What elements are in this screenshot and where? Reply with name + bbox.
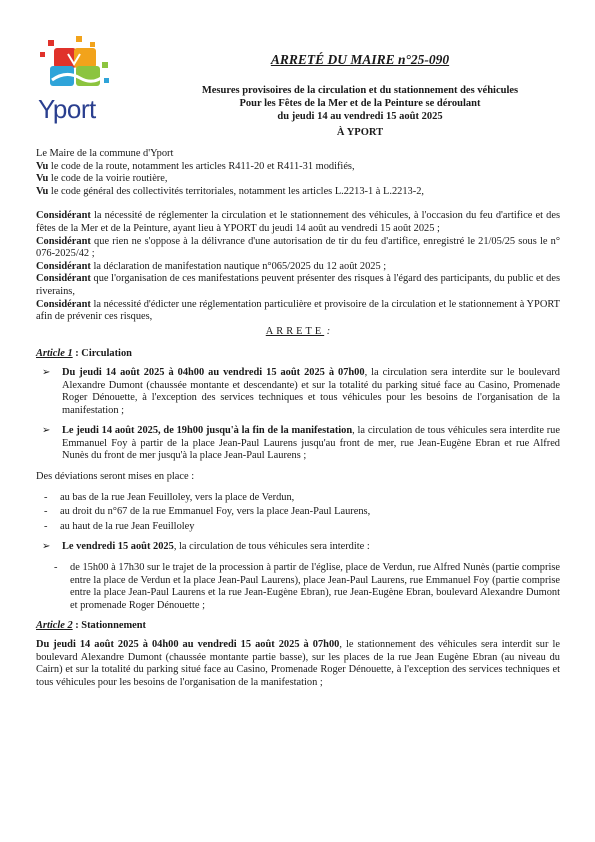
list-item: - au haut de la rue Jean Feuilloley <box>44 520 195 532</box>
subtitle-line-1: Mesures provisoires de la circulation et du stationnement des véhicules <box>201 85 519 96</box>
logo-word: Yport <box>38 94 96 124</box>
document-title: ARRETÉ DU MAIRE n°25-090 <box>270 52 450 67</box>
visa-1: Vu le code de la route, notamment les articles R411-20 et R411-31 modifiés, <box>36 160 355 172</box>
article-2-heading: Article 2 : Stationnement <box>36 620 146 632</box>
logo-icon <box>30 34 126 96</box>
article-1-bullet-1: ➢ Du jeudi 14 août 2025 à 04h00 au vendredi 15 août 2025 à 07h00, la circulation sera interdite sur le boulevard Alexandre Dumont (chaussée montante et descendante) et sur la totalité du parking situé face au Casino, Promenade Roger Dénouette, à l'exception des services techniques et tous véhicules pour les besoins de l'organisation de la manifestation ; <box>42 366 560 416</box>
arrow-icon: ➢ <box>42 366 51 378</box>
article-1-heading: Article 1 : Circulation <box>36 348 132 360</box>
visa-2: Vu le code de la voirie routière, <box>36 173 168 185</box>
deviations-intro: Des déviations seront mises en place : <box>36 471 195 483</box>
visa-3: Vu le code général des collectivités territoriales, notamment les articles L.2213-1 à L.2213-2, <box>36 185 424 197</box>
document-header <box>150 52 570 138</box>
article-1-bullet-2: ➢ Le jeudi 14 août 2025, de 19h00 jusqu'à la fin de la manifestation, la circulation de tous véhicules sera interdite rue Emmanuel Foy à partir de la place Jean-Paul Laurens jusqu'au front de mer, rue Jean-Eugène Ebran et rue Alfred Nunès du front de mer jusqu'à la place Jean-Paul Laurens ; <box>42 425 560 462</box>
document-body <box>36 148 560 689</box>
arrete-heading: ARRETE : <box>265 325 331 337</box>
considerant-5: Considérant la nécessité d'édicter une réglementation particulière et provisoire de la circulation et le stationnement à YPORT afin de prévenir ces risques, <box>36 298 560 323</box>
subtitle-line-2: Pour les Fêtes de la Mer et de la Peinture se déroulant <box>239 98 481 109</box>
yport-logo <box>30 34 126 130</box>
deviations-list <box>36 492 560 534</box>
subtitle-place: À YPORT <box>336 127 384 138</box>
article-2-text: Du jeudi 14 août 2025 à 04h00 au vendredi 15 août 2025 à 07h00, le stationnement des véhicules sera interdit sur le boulevard Alexandre Dumont (chaussée montante partie basse), sur les places de la rue Jean Eugène Ebran (au niveau du Cairn) et sur la totalité du parking situé face au Casino, Promenade Roger Dénouette, à l'exception des services techniques et tous véhicules pour les besoins de l'organisation de la manifestation ; <box>36 639 560 688</box>
article-1-bullet-3: ➢ Le vendredi 15 août 2025, la circulation de tous véhicules sera interdite : <box>42 541 370 553</box>
considerant-2: Considérant que rien ne s'oppose à la délivrance d'une autorisation de tir du feu d'artifice, enregistré le 21/05/25 sous le n° 076-2025/42 ; <box>36 235 560 260</box>
maire-line: Le Maire de la commune d'Yport <box>36 148 174 159</box>
arrow-icon: ➢ <box>42 541 51 553</box>
considerant-3: Considérant la déclaration de manifestation nautique n°065/2025 du 12 août 2025 ; <box>36 260 387 272</box>
procession-detail: - de 15h00 à 17h30 sur le trajet de la procession à partir de l'église, place de Verdun, rue Alfred Nunès (partie comprise entre la place de Verdun et la place Jean-Paul Laurens), place Jean-Paul Laurens, rue Emmanuel Foy (partie comprise entre la place Jean-Paul Laurens et la rue Jean-Eugène Ebran), rue Jean-Eugène Ebran, boulevard Alexandre Dumont et promenade Roger Dénouette ; <box>54 562 560 611</box>
list-item: - au droit du n°67 de la rue Emmanuel Foy, vers la place Jean-Paul Laurens, <box>44 506 371 518</box>
considerant-1: Considérant la nécessité de réglementer la circulation et le stationnement des véhicules, à l'occasion du feu d'artifice et des fêtes de la Mer et de la Peinture, ayant lieu à YPORT du jeudi 14 août au vendredi 15 août 2025 ; <box>36 210 560 234</box>
subtitle-line-3: du jeudi 14 au vendredi 15 août 2025 <box>277 111 443 122</box>
list-item: - au bas de la rue Jean Feuilloley, vers la place de Verdun, <box>44 491 295 503</box>
considerant-4: Considérant que l'organisation de ces manifestations peuvent présenter des risques à l'égard des participants, du public et des riverains, <box>36 273 560 297</box>
arrow-icon: ➢ <box>42 425 51 437</box>
